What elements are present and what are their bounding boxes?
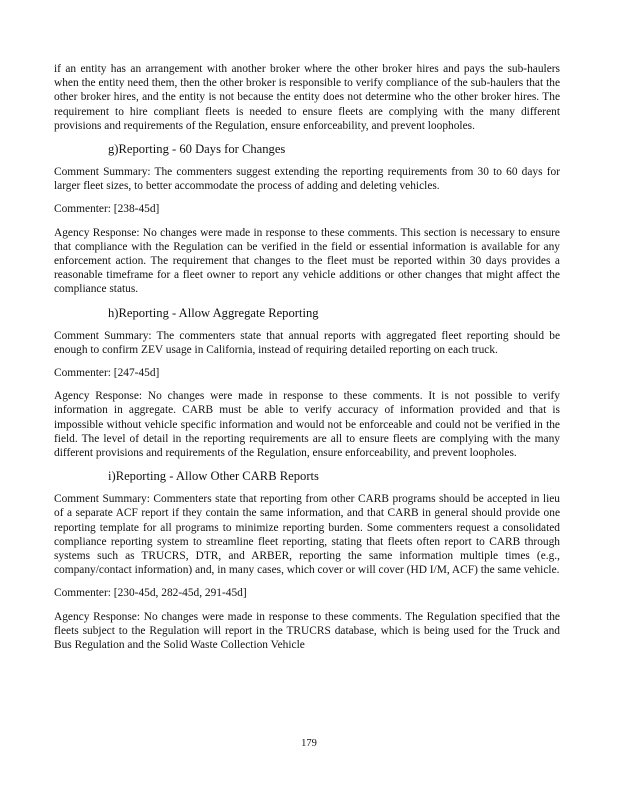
section-g xyxy=(54,142,560,297)
section-heading: g)Reporting - 60 Days for Changes xyxy=(108,142,286,157)
section-heading: i)Reporting - Allow Other CARB Reports xyxy=(108,469,319,484)
commenter-line: Commenter: [247-45d] xyxy=(54,367,160,380)
agency-response: Agency Response: No changes were made in response to these comments. This section is necessary to ensure that compliance with the Regulation can be verified in the field or essential information is available for any enforcement action. The requirement that changes to the fleet must be reported within 30 days provides a reasonable timeframe for a fleet owner to report any vehicle additions or other changes that might affect the compliance status. xyxy=(54,226,560,296)
commenter-line: Commenter: [238-45d] xyxy=(54,203,160,216)
agency-response: Agency Response: No changes were made in response to these comments. The Regulation specified that the fleets subject to the Regulation will report in the TRUCRS database, which is being used for the Truck and Bus Regulation and the Solid Waste Collection Vehicle xyxy=(54,610,560,652)
section-h xyxy=(54,306,560,461)
page-number: 179 xyxy=(301,738,317,749)
document-page xyxy=(54,62,560,661)
section-i xyxy=(54,469,560,652)
section-heading: h)Reporting - Allow Aggregate Reporting xyxy=(108,305,319,320)
continuation-paragraph: if an entity has an arrangement with another broker where the other broker hires and pays the sub-haulers when the entity need them, then the other broker is responsible to verify compliance of the sub-haulers that the other broker hires, and the entity is not because the entity does not determine who the other broker hires. The requirement to hire compliant fleets is needed to ensure fleets are complying with the many different provisions and requirements of the Regulation, ensure enforceability, and prevent loopholes. xyxy=(54,63,560,132)
comment-summary: Comment Summary: The commenters suggest extending the reporting requirements from 30 to 60 days for larger fleet sizes, to better accommodate the process of adding and deleting vehicles. xyxy=(54,166,560,193)
comment-summary: Comment Summary: Commenters state that reporting from other CARB programs should be accepted in lieu of a separate ACF report if they contain the same information, and that CARB in general should provide one reporting template for all programs to minimize reporting burden. Some commenters request a consolidated compliance reporting system to streamline fleet reporting, stating that fleets often report to CARB through systems such as TRUCRS, DTR, and ARBER, reporting the same information multiple times (e.g., company/contact information) and, in many cases, which cover or will cover (HD I/M, ACF) the same vehicle. xyxy=(54,493,560,577)
agency-response: Agency Response: No changes were made in response to these comments. It is not possible to verify information in aggregate. CARB must be able to verify accuracy of information provided and that is impossible without vehicle specific information and would not be enforceable and could not be verified in the field. The level of detail in the reporting requirements are all to ensure fleets are complying with the many different provisions and requirements of the Regulation, ensure enforceability, and prevent loopholes. xyxy=(54,390,560,460)
comment-summary: Comment Summary: The commenters state that annual reports with aggregated fleet reporting should be enough to confirm ZEV usage in California, instead of requiring detailed reporting on each truck. xyxy=(54,329,560,356)
commenter-line: Commenter: [230-45d, 282-45d, 291-45d] xyxy=(54,587,247,600)
